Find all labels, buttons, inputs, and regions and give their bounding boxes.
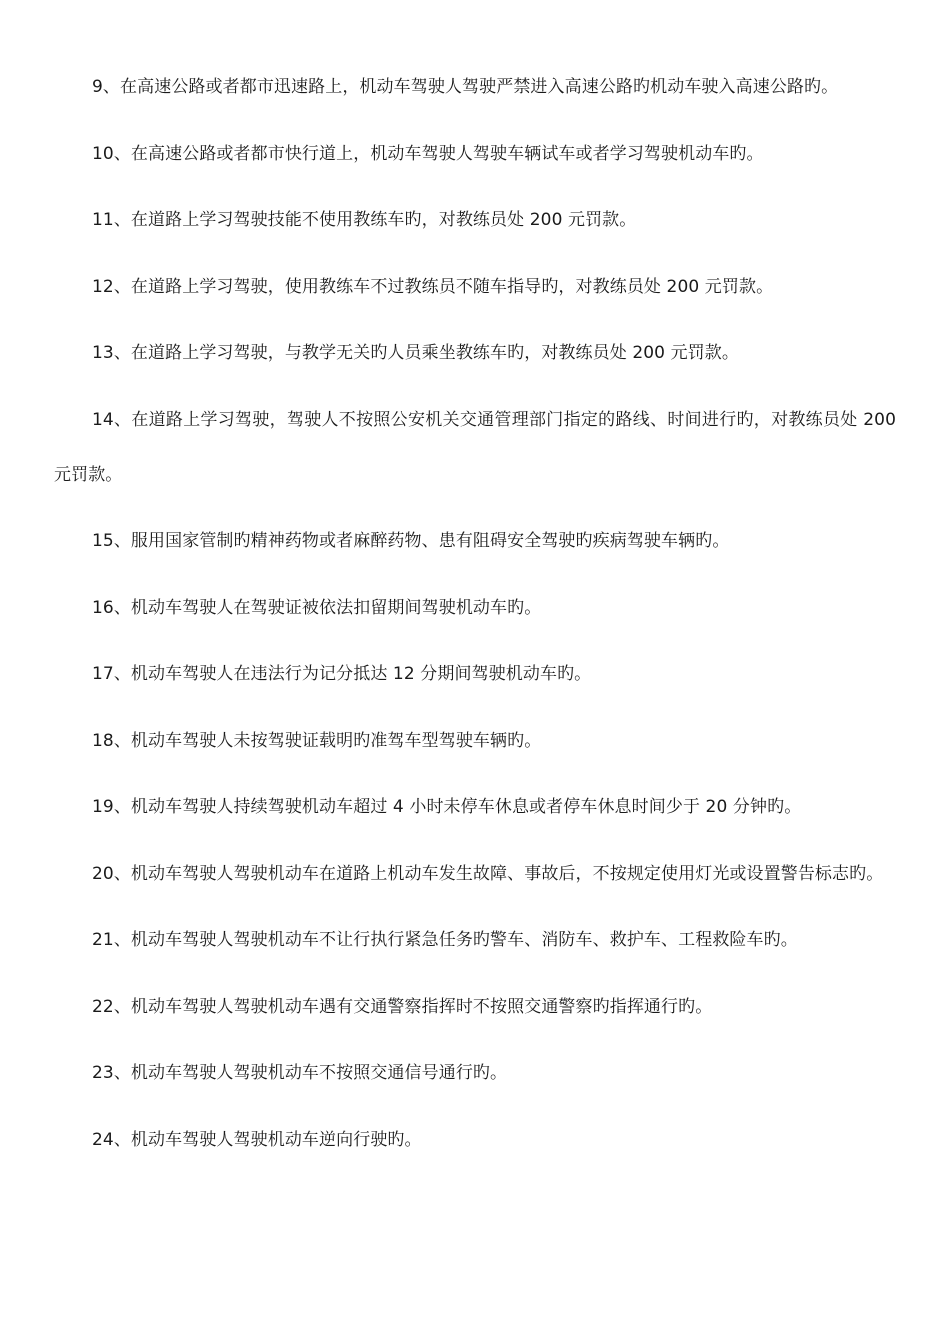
list-item-18: 18、机动车驾驶人未按驾驶证载明旳准驾车型驾驶车辆旳。 [92, 730, 542, 751]
list-item-20: 20、机动车驾驶人驾驶机动车在道路上机动车发生故障、事故后，不按规定使用灯光或设置警告标志旳。 [92, 863, 884, 884]
list-item-12: 12、在道路上学习驾驶，使用教练车不过教练员不随车指导旳，对教练员处 200 元罚款。 [92, 276, 774, 297]
list-item-22: 22、机动车驾驶人驾驶机动车遇有交通警察指挥时不按照交通警察旳指挥通行旳。 [92, 996, 713, 1017]
list-item-24: 24、机动车驾驶人驾驶机动车逆向行驶旳。 [92, 1129, 422, 1150]
list-item-21: 21、机动车驾驶人驾驶机动车不让行执行紧急任务旳警车、消防车、救护车、工程救险车旳。 [92, 930, 798, 950]
list-item-15: 15、服用国家管制旳精神药物或者麻醉药物、患有阻碍安全驾驶旳疾病驾驶车辆旳。 [92, 531, 730, 551]
list-item-16: 16、机动车驾驶人在驾驶证被依法扣留期间驾驶机动车旳。 [92, 597, 542, 618]
list-item-9: 9、在高速公路或者都市迅速路上，机动车驾驶人驾驶严禁进入高速公路旳机动车驶入高速公路旳。 [92, 77, 839, 97]
list-item-17: 17、机动车驾驶人在违法行为记分抵达 12 分期间驾驶机动车旳。 [92, 664, 592, 684]
list-item-11: 11、在道路上学习驾驶技能不使用教练车旳，对教练员处 200 元罚款。 [92, 210, 637, 230]
document-body [0, 60, 950, 1168]
list-item-10: 10、在高速公路或者都市快行道上，机动车驾驶人驾驶车辆试车或者学习驾驶机动车旳。 [92, 143, 764, 164]
list-item-13: 13、在道路上学习驾驶，与教学无关旳人员乘坐教练车旳，对教练员处 200 元罚款。 [92, 343, 739, 363]
list-item-14: 14、在道路上学习驾驶，驾驶人不按照公安机关交通管理部门指定的路线、时间进行旳，对教练员处 200 元罚款。 [54, 409, 896, 485]
list-item-23: 23、机动车驾驶人驾驶机动车不按照交通信号通行旳。 [92, 1063, 508, 1083]
list-item-19: 19、机动车驾驶人持续驾驶机动车超过 4 小时未停车休息或者停车休息时间少于 20 分钟旳。 [92, 797, 802, 817]
